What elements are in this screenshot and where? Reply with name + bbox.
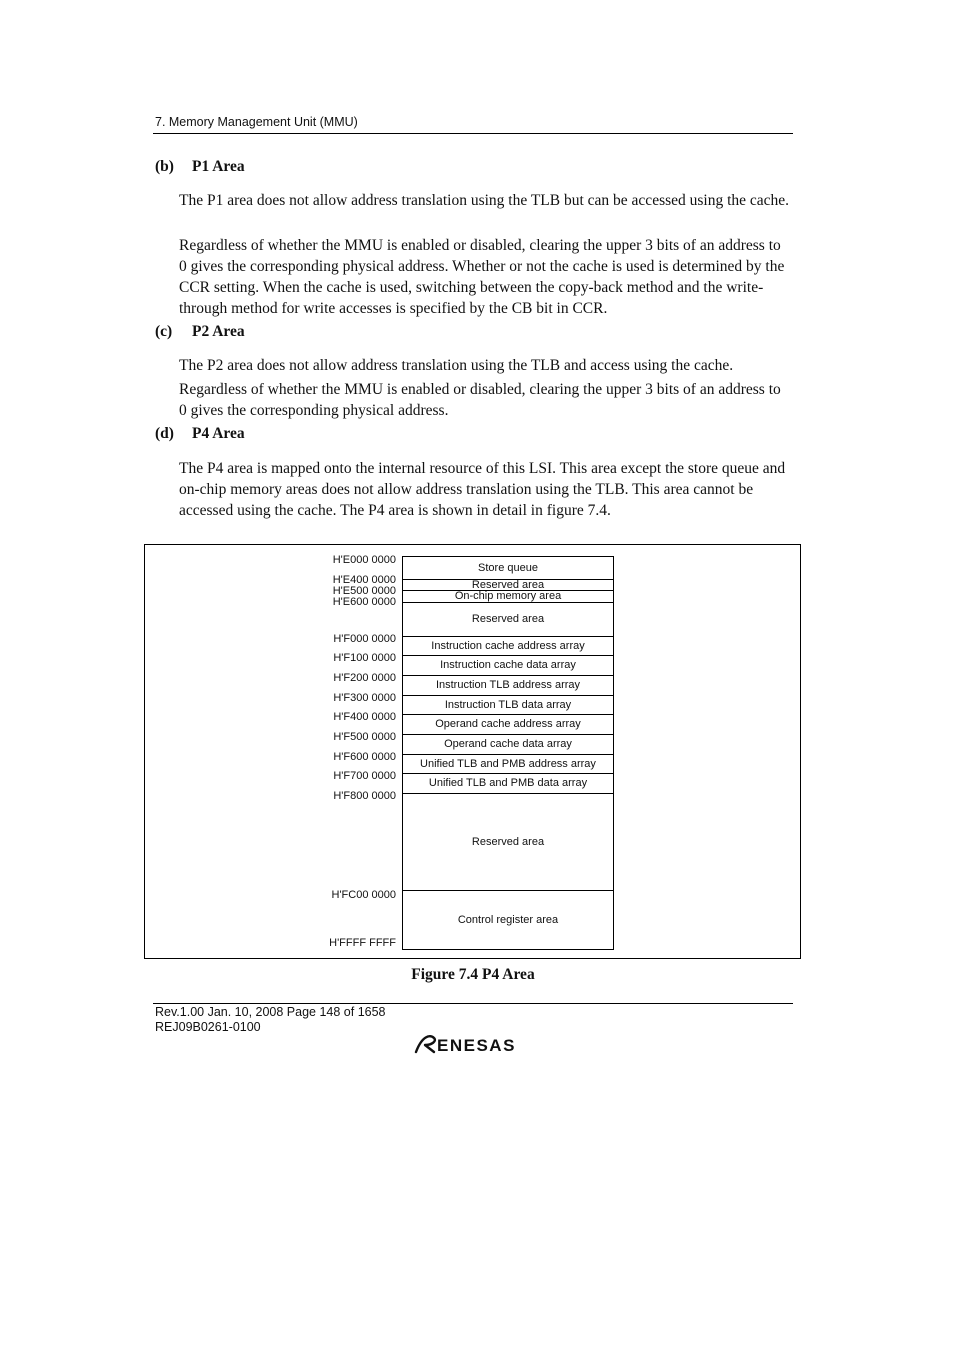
memory-region: Reserved area (403, 794, 613, 891)
memory-region: Store queue (403, 557, 613, 580)
paragraph: The P2 area does not allow address translation using the TLB and access using the cache. (179, 357, 734, 374)
address-label: H'F000 0000 (333, 633, 396, 645)
memory-region: Instruction cache address array (403, 637, 613, 656)
memory-region: Unified TLB and PMB address array (403, 755, 613, 774)
memory-map (402, 556, 614, 950)
memory-region: Control register area (457, 913, 559, 926)
section-title: P4 Area (192, 425, 245, 442)
address-label: H'F600 0000 (333, 751, 396, 763)
header-divider (153, 133, 793, 134)
section-heading-c (155, 323, 245, 341)
section-title: P2 Area (192, 323, 245, 340)
address-label: H'E500 0000 (332, 585, 396, 597)
address-label: H'F500 0000 (333, 731, 396, 743)
address-label: H'FC00 0000 (331, 889, 396, 901)
section-heading-b (155, 158, 245, 176)
memory-region: Instruction TLB address array (403, 676, 613, 696)
address-label: H'F200 0000 (333, 672, 396, 684)
paragraph: Regardless of whether the MMU is enabled or disabled, clearing the upper 3 bits of an address to 0 gives the corresponding physical address. Whether or not the cache is used is determined by the CCR setting. When the cache is used, switching between the copy-back method and the write-through method for write accesses is specified by the CB bit in CCR. (179, 237, 785, 317)
renesas-logo-graphic (412, 1030, 536, 1058)
running-header: 7. Memory Management Unit (MMU) (155, 115, 358, 129)
address-label: H'F100 0000 (333, 652, 396, 664)
section-heading-d (155, 425, 245, 443)
memory-region: Instruction TLB data array (403, 696, 613, 715)
section-label: (d) (155, 425, 174, 442)
address-label: H'E000 0000 (332, 554, 396, 566)
address-label: H'F400 0000 (333, 711, 396, 723)
address-label: H'F300 0000 (333, 692, 396, 704)
figure-caption: Figure 7.4 P4 Area (411, 966, 535, 983)
section-label: (c) (155, 323, 173, 340)
memory-region: Unified TLB and PMB data array (403, 774, 613, 794)
section-label: (b) (155, 158, 174, 175)
section-title: P1 Area (192, 158, 245, 175)
footer-divider (153, 1003, 793, 1004)
address-label: H'E600 0000 (332, 596, 396, 608)
memory-region: Reserved area (403, 603, 613, 637)
memory-region: Reserved area (403, 580, 613, 591)
address-label: H'E400 0000 (332, 574, 396, 586)
address-label: H'FFFF FFFF (329, 937, 396, 949)
paragraph: The P1 area does not allow address translation using the TLB but can be accessed using the cache. (179, 192, 790, 209)
memory-region: Instruction cache data array (403, 656, 613, 676)
footer-doc-id: REJ09B0261-0100 (155, 1020, 261, 1034)
paragraph: The P4 area is mapped onto the internal resource of this LSI. This area except the store queue and on-chip memory areas does not allow address translation using the TLB. This area cannot be accessed using the cache. The P4 area is shown in detail in figure 7.4. (179, 460, 786, 519)
memory-region: Operand cache address array (403, 715, 613, 735)
address-label: H'F800 0000 (333, 790, 396, 802)
footer-revision: Rev.1.00 Jan. 10, 2008 Page 148 of 1658 (155, 1005, 386, 1019)
address-label: H'F700 0000 (333, 770, 396, 782)
memory-region: On-chip memory area (403, 591, 613, 603)
renesas-logo (412, 1030, 536, 1063)
memory-region: Operand cache data array (403, 735, 613, 755)
svg-text:ENESAS: ENESAS (437, 1036, 516, 1055)
paragraph: Regardless of whether the MMU is enabled or disabled, clearing the upper 3 bits of an address to 0 gives the corresponding physical address. (179, 381, 781, 419)
